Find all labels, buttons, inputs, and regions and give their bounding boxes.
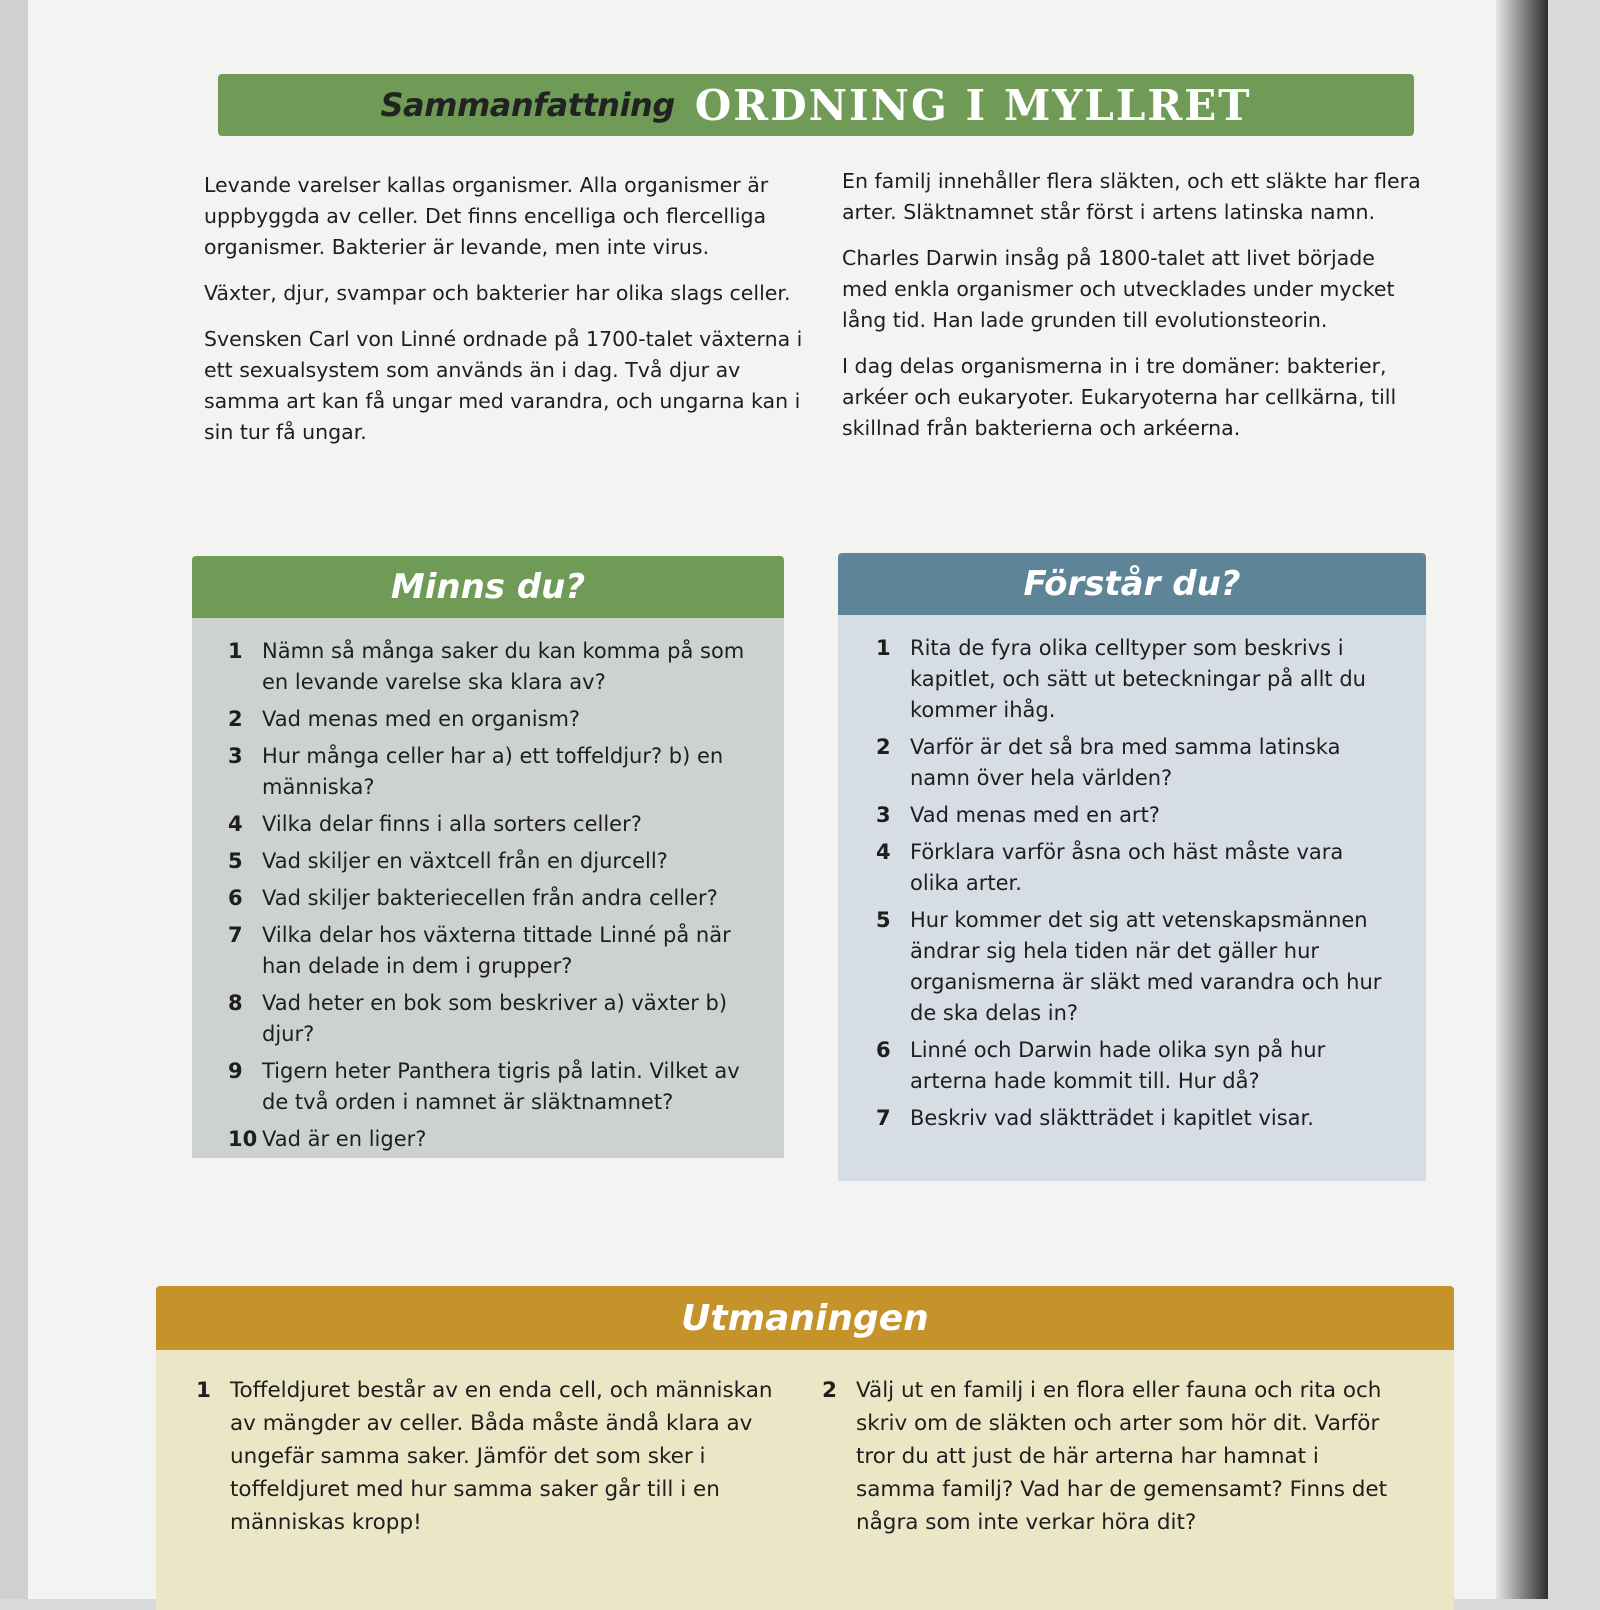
- question-number: 1: [228, 639, 243, 663]
- question-number: 2: [228, 707, 243, 731]
- utmaningen-heading: Utmaningen: [156, 1286, 1454, 1350]
- question-item: [876, 732, 1396, 794]
- question-item: [876, 633, 1396, 726]
- question-item: [228, 883, 754, 914]
- question-text: Vilka delar finns i alla sorters celler?: [262, 812, 642, 836]
- question-text: Tigern heter Panthera tigris på latin. Vilket av de två orden i namnet är släktnamnet?: [262, 1059, 740, 1114]
- question-item: [228, 988, 754, 1050]
- question-number: 7: [876, 1106, 891, 1130]
- summary-left-column: [204, 170, 804, 463]
- question-item: [228, 920, 754, 982]
- question-text: Hur många celler har a) ett toffeldjur? b) en människa?: [262, 744, 724, 799]
- challenge-number: 1: [196, 1378, 211, 1403]
- question-text: Vad är en liger?: [262, 1127, 427, 1151]
- question-text: Beskriv vad släktträdet i kapitlet visar.: [910, 1106, 1314, 1130]
- summary-title-bar: [218, 74, 1414, 136]
- question-number: 7: [228, 923, 243, 947]
- summary-paragraph: Växter, djur, svampar och bakterier har olika slags celler.: [204, 281, 791, 305]
- question-text: Rita de fyra olika celltyper som beskrivs i kapitlet, och sätt ut beteckningar på allt du kommer ihåg.: [910, 636, 1366, 722]
- question-number: 4: [876, 840, 891, 864]
- utmaningen-tasks: [156, 1350, 1454, 1610]
- question-item: [228, 741, 754, 803]
- summary-paragraph: I dag delas organismerna in i tre domäner: bakterier, arkéer och eukaryoter. Eukaryoterna har cellkärna, till skillnad från bakterierna och arkéerna.: [842, 354, 1397, 440]
- forstar-du-heading: Förstår du?: [838, 553, 1426, 615]
- summary-label: Sammanfattning: [380, 86, 675, 124]
- question-text: Varför är det så bra med samma latinska namn över hela världen?: [910, 735, 1341, 790]
- question-number: 5: [876, 908, 891, 932]
- question-item: [228, 1124, 754, 1155]
- question-number: 4: [228, 812, 243, 836]
- question-text: Linné och Darwin hade olika syn på hur arterna hade kommit till. Hur då?: [910, 1038, 1326, 1093]
- question-number: 5: [228, 849, 243, 873]
- question-item: [876, 1035, 1396, 1097]
- question-item: [228, 636, 754, 698]
- question-item: [876, 1103, 1396, 1134]
- challenge-text: Välj ut en familj i en flora eller fauna och rita och skriv om de släkten och arter som hör dit. Varför tror du att just de här arterna har hamnat i samma familj? Vad har de gemensamt? Finns det några som inte verkar höra dit?: [856, 1378, 1388, 1535]
- forstar-du-questions: [838, 615, 1426, 1181]
- question-text: Vad heter en bok som beskriver a) växter b) djur?: [262, 991, 728, 1046]
- question-text: Vad menas med en organism?: [262, 707, 581, 731]
- summary-paragraph: En familj innehåller flera släkten, och ett släkte har flera arter. Släktnamnet står först i artens latinska namn.: [842, 169, 1421, 224]
- question-text: Nämn så många saker du kan komma på som en levande varelse ska klara av?: [262, 639, 745, 694]
- page-edge-shadow: [1496, 0, 1548, 1599]
- chapter-title: ORDNING I MYLLRET: [694, 80, 1252, 130]
- challenge-item: [196, 1374, 776, 1610]
- minns-du-questions: [192, 618, 784, 1158]
- challenge-number: 2: [822, 1378, 837, 1403]
- question-text: Vad skiljer en växtcell från en djurcell?: [262, 849, 668, 873]
- summary-paragraph: Svensken Carl von Linné ordnade på 1700-talet växterna i ett sexualsystem som används än i dag. Två djur av samma art kan få ungar med varandra, och ungarna kan i sin tur få ungar.: [204, 327, 803, 444]
- question-text: Hur kommer det sig att vetenskapsmännen ändrar sig hela tiden när det gäller hur organismerna är släkt med varandra och hur de ska delas in?: [910, 908, 1382, 1025]
- question-text: Vad menas med en art?: [910, 803, 1160, 827]
- minns-du-panel: [192, 556, 784, 1158]
- minns-du-heading: Minns du?: [192, 556, 784, 618]
- question-text: Vad skiljer bakteriecellen från andra celler?: [262, 886, 718, 910]
- question-number: 1: [876, 636, 891, 660]
- question-number: 6: [876, 1038, 891, 1062]
- question-item: [876, 905, 1396, 1029]
- utmaningen-panel: [156, 1286, 1454, 1610]
- summary-paragraph: Charles Darwin insåg på 1800-talet att livet började med enkla organismer och utvecklades under mycket lång tid. Han lade grunden till evolutionsteorin.: [842, 246, 1395, 332]
- question-number: 2: [876, 735, 891, 759]
- question-item: [228, 809, 754, 840]
- question-number: 10: [228, 1127, 258, 1151]
- question-item: [876, 837, 1396, 899]
- summary-paragraph: Levande varelser kallas organismer. Alla organismer är uppbyggda av celler. Det finns encelliga och flercelliga organismer. Bakterier är levande, men inte virus.: [204, 173, 769, 259]
- question-number: 3: [228, 744, 243, 768]
- question-text: Förklara varför åsna och häst måste vara olika arter.: [910, 840, 1344, 895]
- forstar-du-panel: [838, 553, 1426, 1181]
- question-item: [876, 800, 1396, 831]
- question-number: 3: [876, 803, 891, 827]
- question-number: 6: [228, 886, 243, 910]
- question-item: [228, 1056, 754, 1118]
- question-text: Vilka delar hos växterna tittade Linné på när han delade in dem i grupper?: [262, 923, 731, 978]
- question-number: 8: [228, 991, 243, 1015]
- question-item: [228, 846, 754, 877]
- challenge-item: [822, 1374, 1402, 1610]
- challenge-text: Toffeldjuret består av en enda cell, och människan av mängder av celler. Båda måste ändå klara av ungefär samma saker. Jämför det som sker i toffeldjuret med hur samma saker går till i en människas kropp!: [230, 1378, 773, 1535]
- summary-right-column: [842, 166, 1422, 459]
- question-item: [228, 704, 754, 735]
- question-number: 9: [228, 1059, 243, 1083]
- background-strip: [0, 0, 28, 1599]
